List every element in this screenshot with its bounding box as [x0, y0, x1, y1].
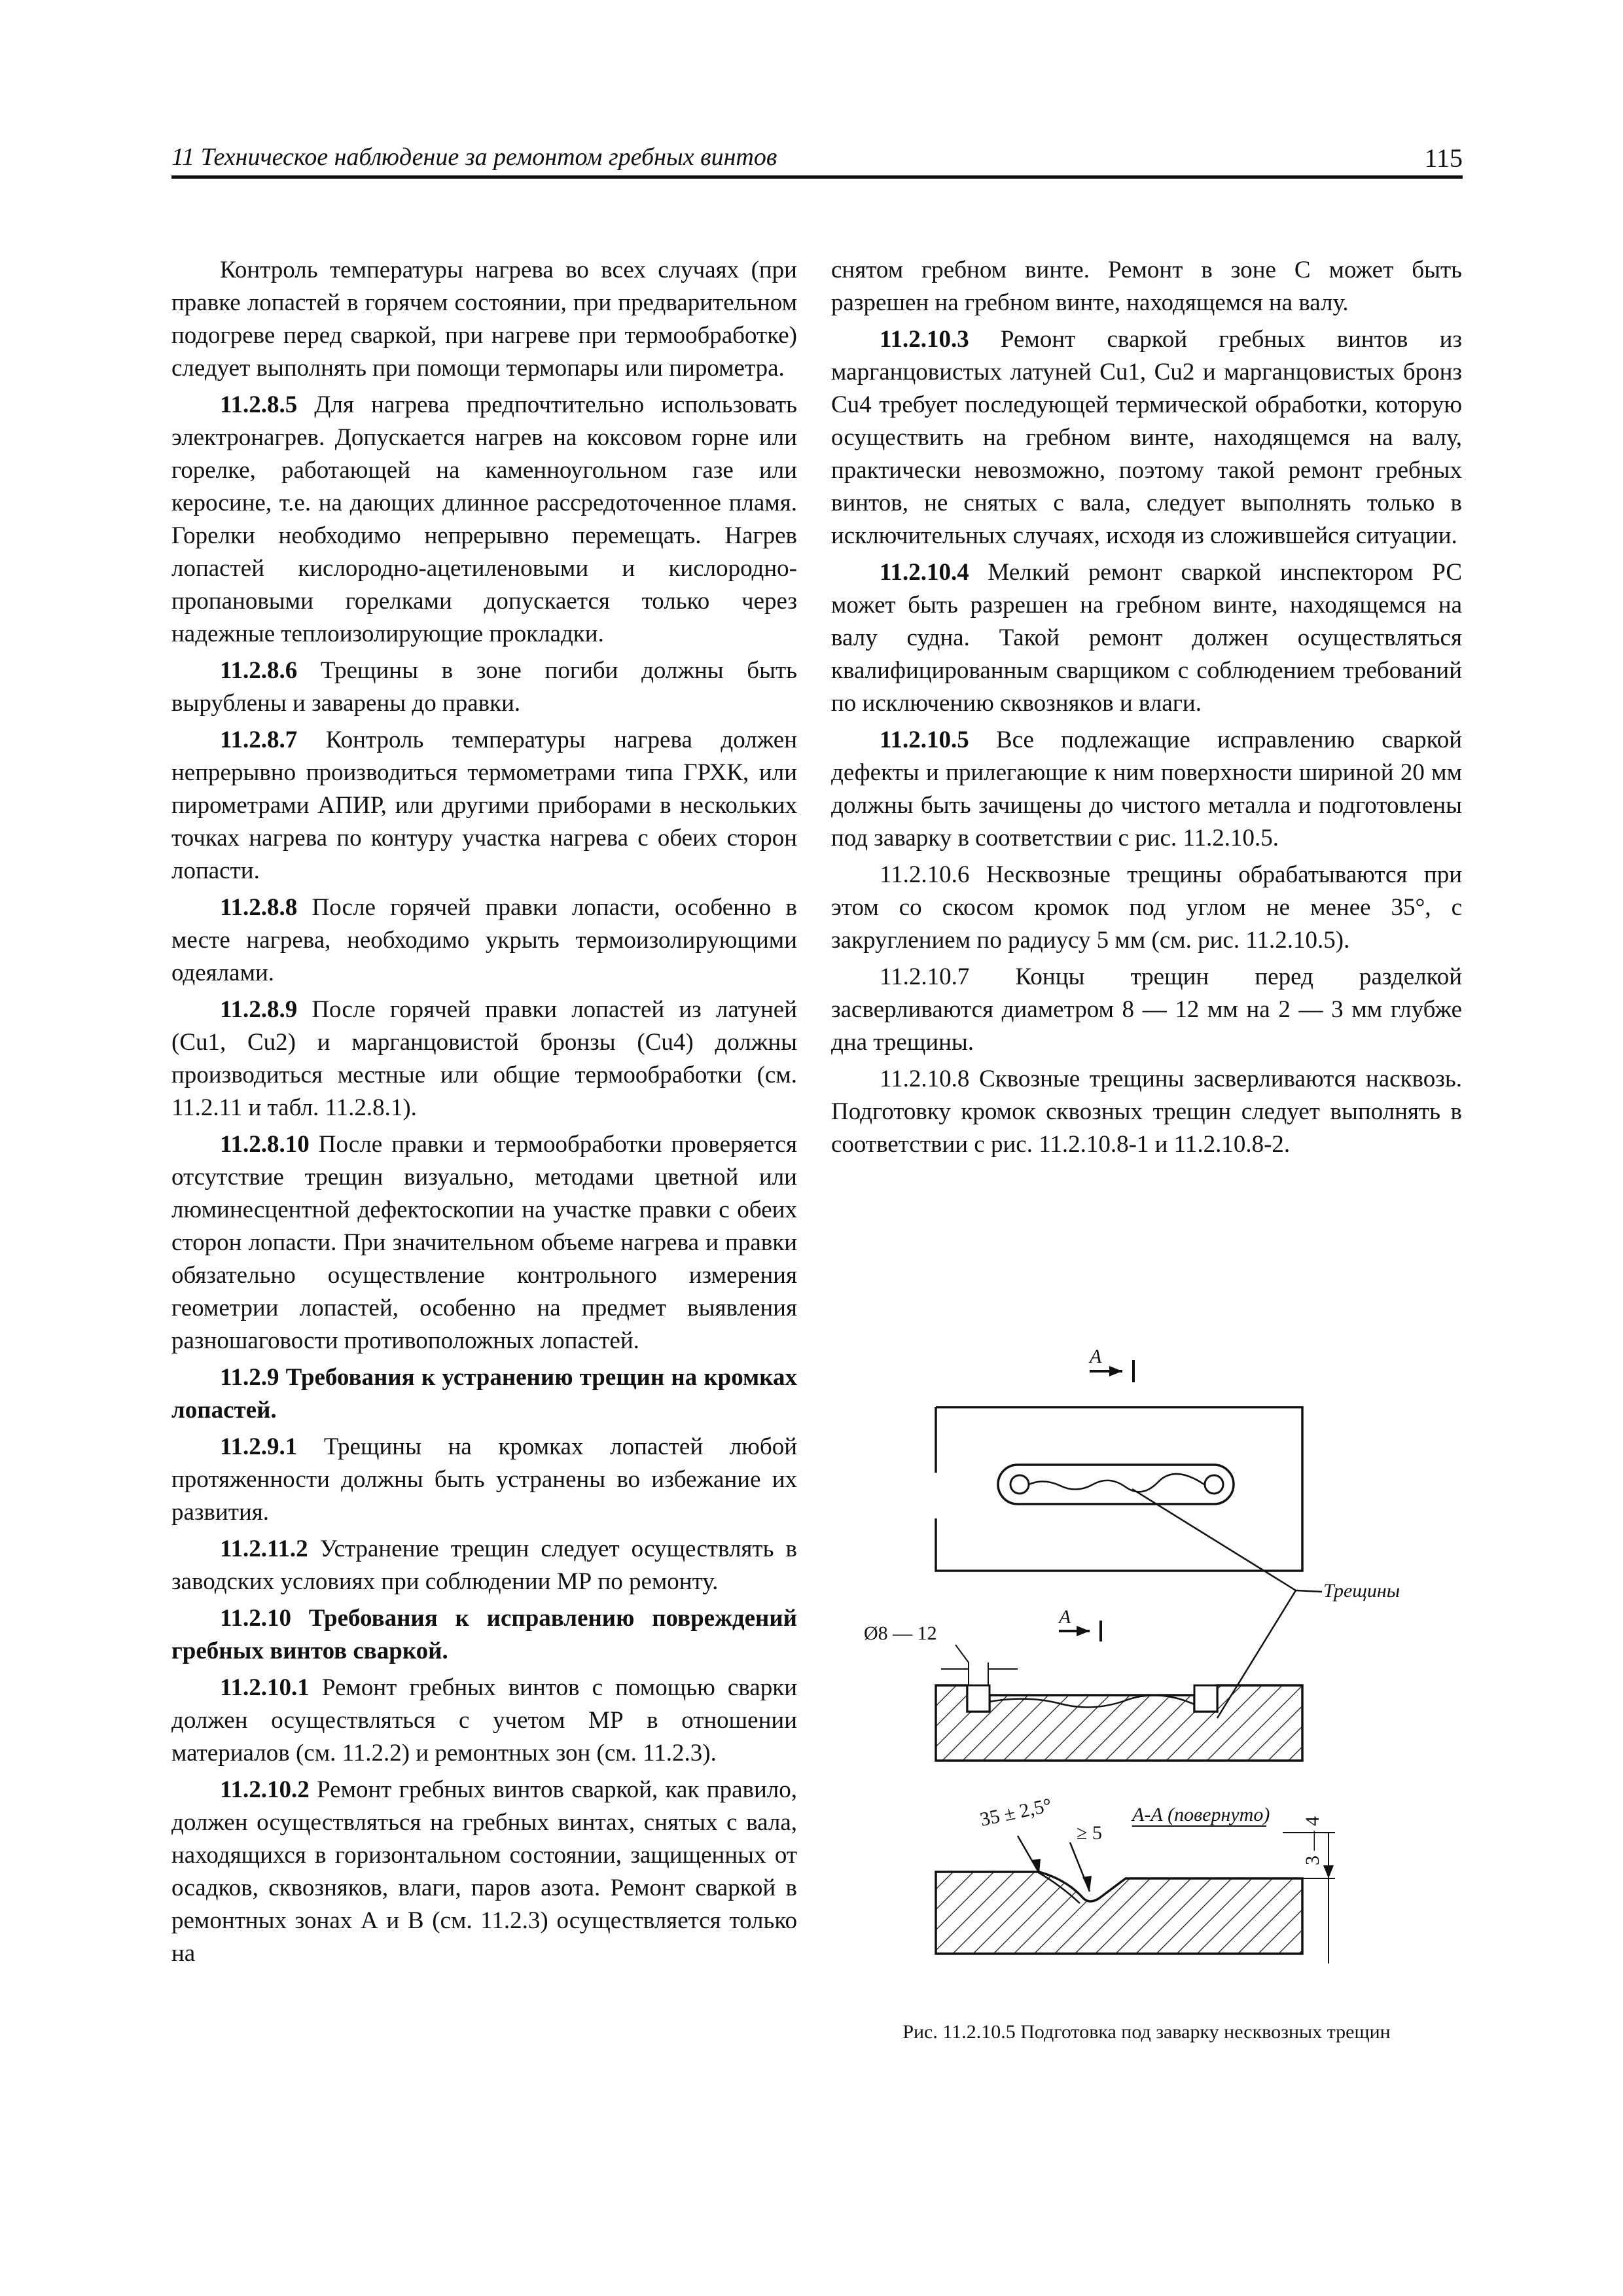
drilled-slot [998, 1465, 1234, 1504]
section-aa-plate [936, 1872, 1302, 1954]
paragraph-text: После горячей правки лопастей из латуней (Cu1, Cu2) и марганцовистой бронзы (Cu4) должны производиться местные или общие термообработки (см. 11.2.11 и табл. 11.2.8.1). [171, 996, 797, 1121]
clause-number: 11.2.8.9 [220, 996, 298, 1023]
section-heading [171, 1361, 797, 1427]
paragraph-text: 11.2.10.6 Несквозные трещины обрабатываются при этом со скосом кромок под углом не менее 35°, с закруглением по радиусу 5 мм (см. рис. 11.2.10.5). [831, 861, 1462, 954]
heading-text: 11.2.9 Требования к устранению трещин на кромках лопастей. [171, 1364, 797, 1424]
clause-number: 11.2.8.5 [220, 391, 298, 418]
right-column [831, 254, 1462, 1165]
paragraph-text: 11.2.10.7 Концы трещин перед разделкой засверливаются диаметром 8 — 12 мм на 2 — 3 мм глубже дна трещины. [831, 963, 1462, 1056]
paragraph [831, 254, 1462, 319]
paragraph [831, 556, 1462, 720]
paragraph [171, 891, 797, 990]
paragraph-text: Ремонт сваркой гребных винтов из марганцовистых латуней Cu1, Cu2 и марганцовистых бронз Cu4 требует последующей термической обработки, которую осуществить на гребном винте, находящемся на валу, практически невозможно, поэтому такой ремонт гребных винтов, не снятых с вала, следует выполнять только в исключительных случаях, исходя из сложившейся ситуации. [831, 326, 1462, 549]
paragraph [171, 254, 797, 385]
clause-number: 11.2.10.3 [880, 326, 969, 353]
paragraph-text: После горячей правки лопасти, особенно в месте нагрева, необходимо укрыть термоизолирующими одеялами. [171, 894, 797, 986]
section-label-mid: А [1059, 1606, 1071, 1628]
paragraph [831, 323, 1462, 552]
section-view-label: А-А (повернуто) [1132, 1804, 1270, 1825]
plate-outline [936, 1407, 1302, 1571]
angle-label: 35 ± 2,5° [978, 1794, 1054, 1831]
clause-number: 11.2.10.4 [880, 559, 969, 586]
cracks-label: Трещины [1323, 1580, 1400, 1602]
figure-caption: Рис. 11.2.10.5 Подготовка под заварку несквозных трещин [902, 2021, 1391, 2043]
paragraph-text: Ремонт гребных винтов сваркой, как правило, должен осуществляться на гребных винтах, снятых с вала, находящихся в горизонтальном состоянии, защищенных от осадков, сквозняков, влаги, паров азота. Ремонт сваркой в ремонтных зонах А и В (см. 11.2.3) осуществляется только на [171, 1776, 797, 1967]
paragraph [831, 961, 1462, 1059]
paragraph-text: Контроль температуры нагрева во всех случаях (при правке лопастей в горячем состоянии, при предварительном подогреве перед сваркой, при нагреве при термообработке) следует выполнять при помощи термопары или пирометра. [171, 257, 797, 382]
section-plate [936, 1685, 1302, 1761]
section-heading [171, 1602, 797, 1668]
paragraph [171, 1533, 797, 1598]
paragraph-text: Устранение трещин следует осуществлять в заводских условиях при соблюдении МР по ремонту. [171, 1535, 797, 1595]
page-number: 115 [1424, 143, 1463, 173]
clause-number: 11.2.8.8 [220, 894, 298, 921]
clause-number: 11.2.9.1 [220, 1433, 298, 1460]
figure-weld-preparation [864, 1309, 1453, 1964]
heading-text: 11.2.10 Требования к исправлению повреждений гребных винтов сваркой. [171, 1605, 797, 1664]
paragraph [171, 1128, 797, 1357]
paragraph [171, 655, 797, 720]
section-label-top: А [1090, 1346, 1102, 1367]
left-column [171, 254, 797, 1974]
paragraph-text: снятом гребном винте. Ремонт в зоне С может быть разрешен на гребном винте, находящемся на валу. [831, 257, 1462, 316]
paragraph [171, 389, 797, 651]
depth-label: 3 — 4 [1302, 1816, 1323, 1865]
paragraph [171, 1672, 797, 1770]
paragraph [171, 1774, 797, 1970]
clause-number: 11.2.8.7 [220, 726, 298, 753]
diameter-label: Ø8 — 12 [864, 1623, 937, 1644]
paragraph-text: 11.2.10.8 Сквозные трещины засверливаются насквозь. Подготовку кромок сквозных трещин следует выполнять в соответствии с рис. 11.2.10.8-1 и 11.2.10.8-2. [831, 1066, 1462, 1158]
paragraph [171, 1431, 797, 1529]
clause-number: 11.2.8.6 [220, 657, 298, 684]
paragraph-text: Ремонт гребных винтов с помощью сварки должен осуществляться с учетом МР в отношении материалов (см. 11.2.2) и ремонтных зон (см. 11.2.3). [171, 1674, 797, 1767]
paragraph [831, 859, 1462, 957]
paragraph-text: После правки и термообработки проверяется отсутствие трещин визуально, методами цветной или люминесцентной дефектоскопии на участке правки с обеих сторон лопасти. При значительном объеме нагрева и правки обязательно осуществление контрольного измерения геометрии лопастей, особенно на предмет выявления разношаговости противоположных лопастей. [171, 1131, 797, 1354]
clause-number: 11.2.10.1 [220, 1674, 310, 1701]
crack-line [1029, 1474, 1204, 1492]
figure-drawing [864, 1309, 1453, 1964]
paragraph-text: Все подлежащие исправлению сваркой дефекты и прилегающие к ним поверхности шириной 20 мм должны быть зачищены до чистого металла и подготовлены под заварку в соответствии с рис. 11.2.10.5. [831, 726, 1462, 852]
clause-number: 11.2.10.5 [880, 726, 969, 753]
paragraph [171, 994, 797, 1124]
paragraph-text: Для нагрева предпочтительно использовать электронагрев. Допускается нагрев на коксовом горне или горелке, работающей на каменноугольном газе или керосине, т.е. на дающих длинное рассредоточенное пламя. Горелки необходимо непрерывно перемещать. Нагрев лопастей кислородно-ацетиленовыми и кислородно-пропановыми горелками допускается только через надежные теплоизолирующие прокладки. [171, 391, 797, 647]
clause-number: 11.2.10.2 [220, 1776, 310, 1803]
paragraph [171, 724, 797, 888]
running-header: 11 Техническое наблюдение за ремонтом гребных винтов [171, 143, 777, 171]
paragraph [831, 1063, 1462, 1161]
radius-label: ≥ 5 [1077, 1822, 1102, 1844]
paragraph-text: Контроль температуры нагрева должен непрерывно производиться термометрами типа ГРХК, или пирометрами АПИР, или другими приборами в нескольких точках нагрева по контуру участка нагрева с обеих сторон лопасти. [171, 726, 797, 884]
clause-number: 11.2.8.10 [220, 1131, 310, 1158]
header-rule [171, 175, 1463, 179]
clause-number: 11.2.11.2 [220, 1535, 308, 1562]
paragraph-text: Трещины на кромках лопастей любой протяженности должны быть устранены во избежание их развития. [171, 1433, 797, 1526]
paragraph-text: Трещины в зоне погиби должны быть вырублены и заварены до правки. [171, 657, 797, 717]
paragraph [831, 724, 1462, 855]
paragraph-text: Мелкий ремонт сваркой инспектором РС может быть разрешен на гребном винте, находящемся на валу судна. Такой ремонт должен осуществляться квалифицированным сварщиком с соблюдением требований по исключению сквозняков и влаги. [831, 559, 1462, 717]
